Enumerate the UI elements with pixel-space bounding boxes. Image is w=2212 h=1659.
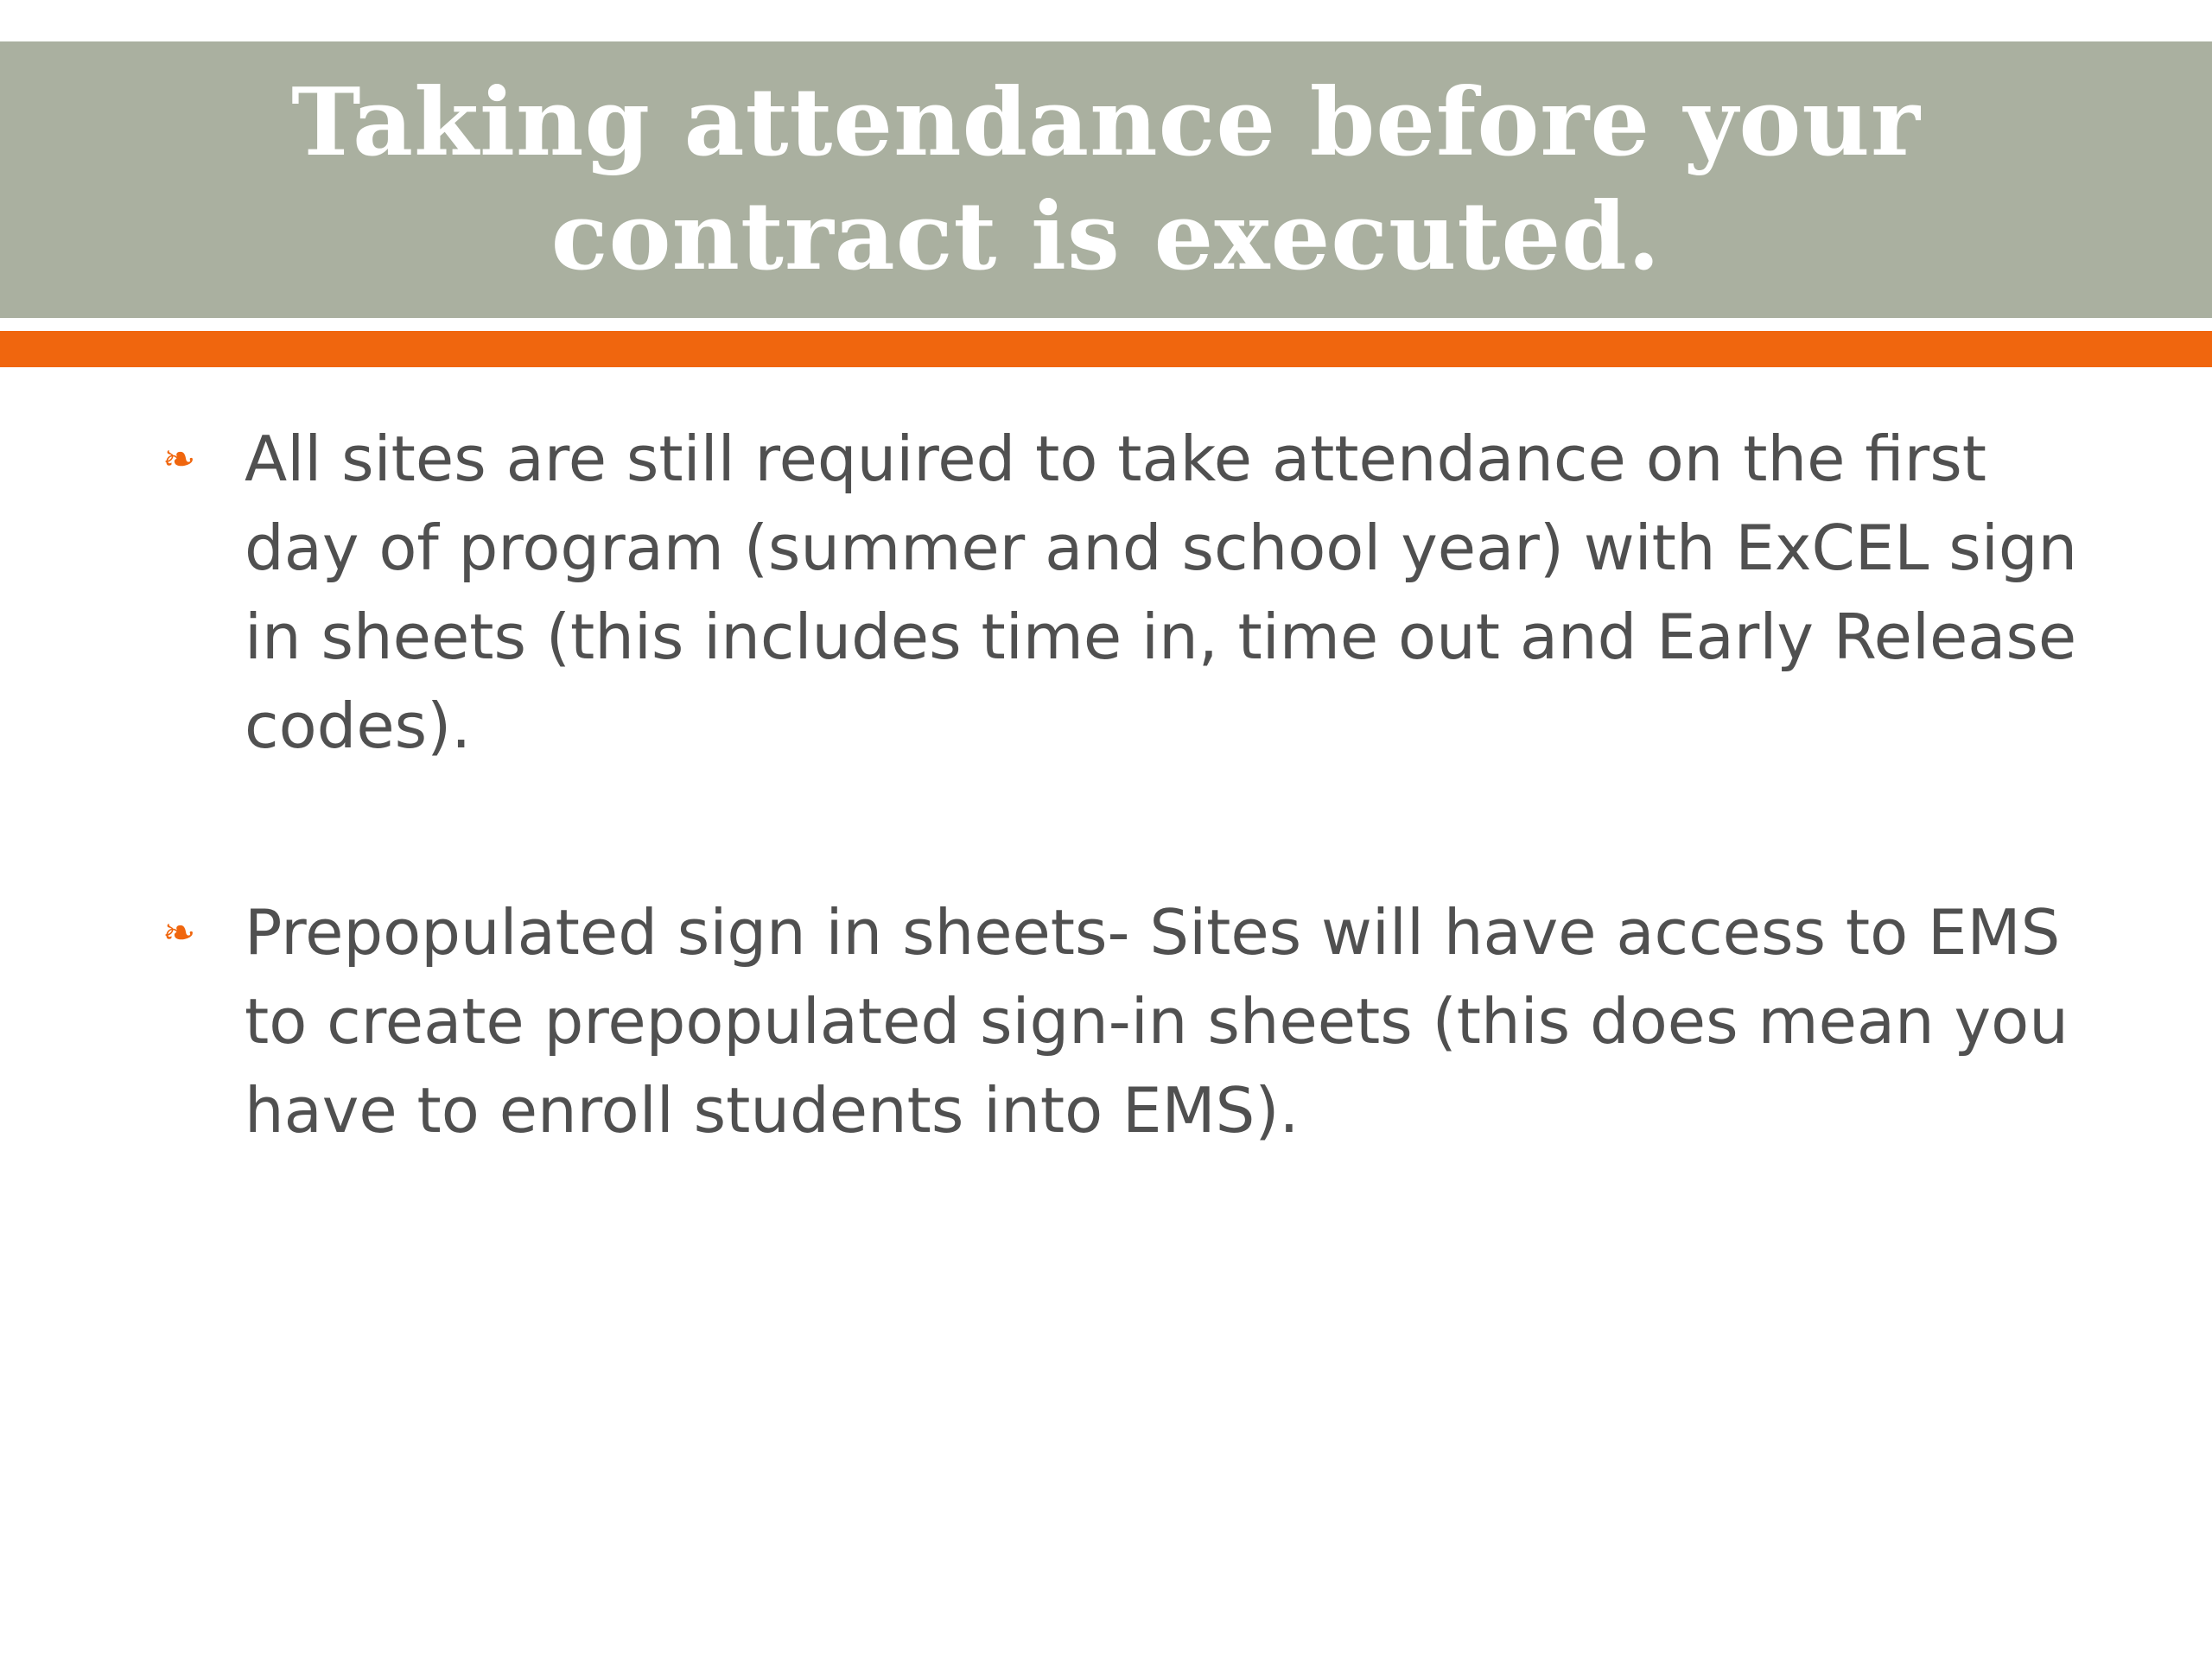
floral-heart-icon: ❧ (162, 435, 196, 482)
bullet-item-1 (0, 415, 2102, 771)
bullet-item-2 (0, 888, 2102, 1155)
bullet-list (0, 415, 2212, 1155)
bullet-text: All sites are still required to take attendance on the first day of program (summer and school year) with ExCEL sign in sheets (this includes time in, time out and Early Release codes). (245, 423, 2078, 762)
accent-bar (0, 331, 2212, 367)
slide-title: Taking attendance before your contract is executed. (291, 68, 1921, 291)
title-band (0, 41, 2212, 318)
floral-heart-icon: ❧ (162, 909, 196, 956)
bullet-text: Prepopulated sign in sheets- Sites will have access to EMS to create prepopulated sign-in sheets (this does mean you have to enroll students into EMS). (245, 896, 2069, 1147)
